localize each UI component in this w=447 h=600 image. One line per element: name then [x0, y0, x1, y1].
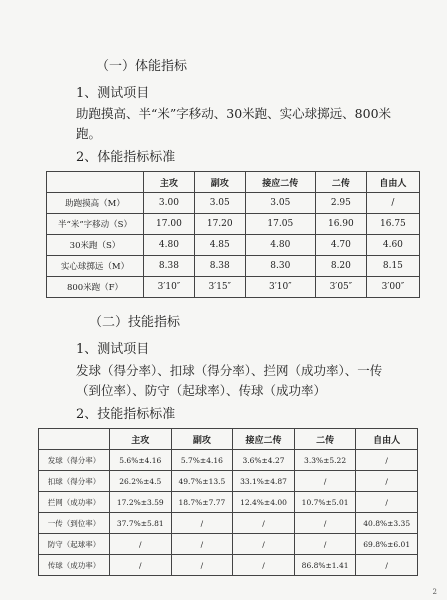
section2-heading: （二）技能指标	[89, 315, 181, 330]
table-cell: /	[356, 471, 418, 492]
header-cell: 接应二传	[245, 172, 315, 193]
table-cell: 37.7%±5.81	[110, 513, 172, 534]
table-cell: 8.38	[194, 256, 245, 277]
table-cell: 5.7%±4.16	[171, 450, 233, 471]
row-label: 发球（得分率）	[39, 450, 110, 471]
section1-subheading-standards: 2、体能指标标准	[76, 150, 176, 165]
table-cell: 2.95	[315, 193, 366, 214]
table-cell: 4.80	[245, 235, 315, 256]
table-cell: 8.38	[144, 256, 195, 277]
header-cell: 副攻	[171, 429, 233, 450]
table-cell: 4.70	[315, 235, 366, 256]
table-cell: 17.00	[144, 214, 195, 235]
table-header-row	[39, 429, 418, 450]
table-cell: 4.85	[194, 235, 245, 256]
row-label: 实心球掷远（M）	[47, 256, 144, 277]
table-row	[39, 534, 418, 555]
section1-items-text: 助跑摸高、半“米”字移动、30米跑、实心球掷远、800米跑。	[76, 106, 392, 141]
table-cell: /	[233, 513, 295, 534]
table-cell: /	[294, 534, 356, 555]
table-cell: 3.6%±4.27	[233, 450, 295, 471]
table-cell: 86.8%±1.41	[294, 555, 356, 576]
table-cell: 18.7%±7.77	[171, 492, 233, 513]
table-cell: /	[110, 555, 172, 576]
table-row	[47, 214, 420, 235]
table-cell: /	[233, 534, 295, 555]
table-cell: 3′10″	[144, 277, 195, 298]
table-cell: 3′15″	[194, 277, 245, 298]
table-cell: 16.75	[366, 214, 419, 235]
section2-subheading-standards: 2、技能指标标准	[76, 407, 176, 422]
table-cell: 3′05″	[315, 277, 366, 298]
table-cell: 3.00	[144, 193, 195, 214]
header-cell: 二传	[315, 172, 366, 193]
table-cell: /	[294, 471, 356, 492]
table-cell: 69.8%±6.01	[356, 534, 418, 555]
table-cell: 12.4%±4.00	[233, 492, 295, 513]
fitness-standards-table	[46, 171, 420, 298]
row-label: 防守（起球率）	[39, 534, 110, 555]
table-cell: /	[171, 513, 233, 534]
table-cell: 40.8%±3.35	[356, 513, 418, 534]
table-cell: /	[366, 193, 419, 214]
table-row	[39, 471, 418, 492]
table-cell: 17.05	[245, 214, 315, 235]
header-cell	[47, 172, 144, 193]
table-cell: 26.2%±4.5	[110, 471, 172, 492]
table-cell: 4.60	[366, 235, 419, 256]
table-row	[39, 513, 418, 534]
row-label: 一传（到位率）	[39, 513, 110, 534]
header-cell: 主攻	[144, 172, 195, 193]
table-cell: /	[171, 555, 233, 576]
table-cell: 3′10″	[245, 277, 315, 298]
section2-items-text: 发球（得分率）、扣球（得分率）、拦网（成功率）、一传（到位率）、防守（起球率）、传球（成功率）	[76, 363, 383, 398]
table-cell: /	[233, 555, 295, 576]
section2-subheading-items: 1、测试项目	[76, 342, 150, 357]
table-header-row	[47, 172, 420, 193]
table-cell: 16.90	[315, 214, 366, 235]
table-row	[39, 492, 418, 513]
table-row	[47, 256, 420, 277]
table-cell: 5.6%±4.16	[110, 450, 172, 471]
table-cell: /	[356, 450, 418, 471]
header-cell: 主攻	[110, 429, 172, 450]
table-cell: /	[171, 534, 233, 555]
table-row	[47, 235, 420, 256]
header-cell: 二传	[294, 429, 356, 450]
section1-heading: （一）体能指标	[96, 59, 188, 74]
header-cell	[39, 429, 110, 450]
table-cell: 3.3%±5.22	[294, 450, 356, 471]
row-label: 800米跑（F）	[47, 277, 144, 298]
row-label: 拦网（成功率）	[39, 492, 110, 513]
table-cell: 8.15	[366, 256, 419, 277]
table-cell: 3′00″	[366, 277, 419, 298]
table-row	[47, 277, 420, 298]
page-number: 2	[432, 588, 437, 596]
table-cell: 8.30	[245, 256, 315, 277]
header-cell: 自由人	[366, 172, 419, 193]
table-cell: 17.20	[194, 214, 245, 235]
table-cell: /	[356, 492, 418, 513]
table-cell: 8.20	[315, 256, 366, 277]
row-label: 传球（成功率）	[39, 555, 110, 576]
skill-standards-table	[38, 428, 418, 576]
row-label: 半“米”字移动（S）	[47, 214, 144, 235]
header-cell: 自由人	[356, 429, 418, 450]
table-cell: /	[356, 555, 418, 576]
row-label: 30米跑（S）	[47, 235, 144, 256]
table-cell: 10.7%±5.01	[294, 492, 356, 513]
table-cell: 3.05	[245, 193, 315, 214]
section1-subheading-items: 1、测试项目	[76, 86, 150, 101]
table-row	[39, 555, 418, 576]
table-cell: 17.2%±3.59	[110, 492, 172, 513]
table-cell: 3.05	[194, 193, 245, 214]
row-label: 助跑摸高（M）	[47, 193, 144, 214]
header-cell: 接应二传	[233, 429, 295, 450]
table-cell: 4.80	[144, 235, 195, 256]
table-row	[47, 193, 420, 214]
header-cell: 副攻	[194, 172, 245, 193]
table-cell: 49.7%±13.5	[171, 471, 233, 492]
table-row	[39, 450, 418, 471]
table-cell: 33.1%±4.87	[233, 471, 295, 492]
row-label: 扣球（得分率）	[39, 471, 110, 492]
table-cell: /	[294, 513, 356, 534]
table-cell: /	[110, 534, 172, 555]
